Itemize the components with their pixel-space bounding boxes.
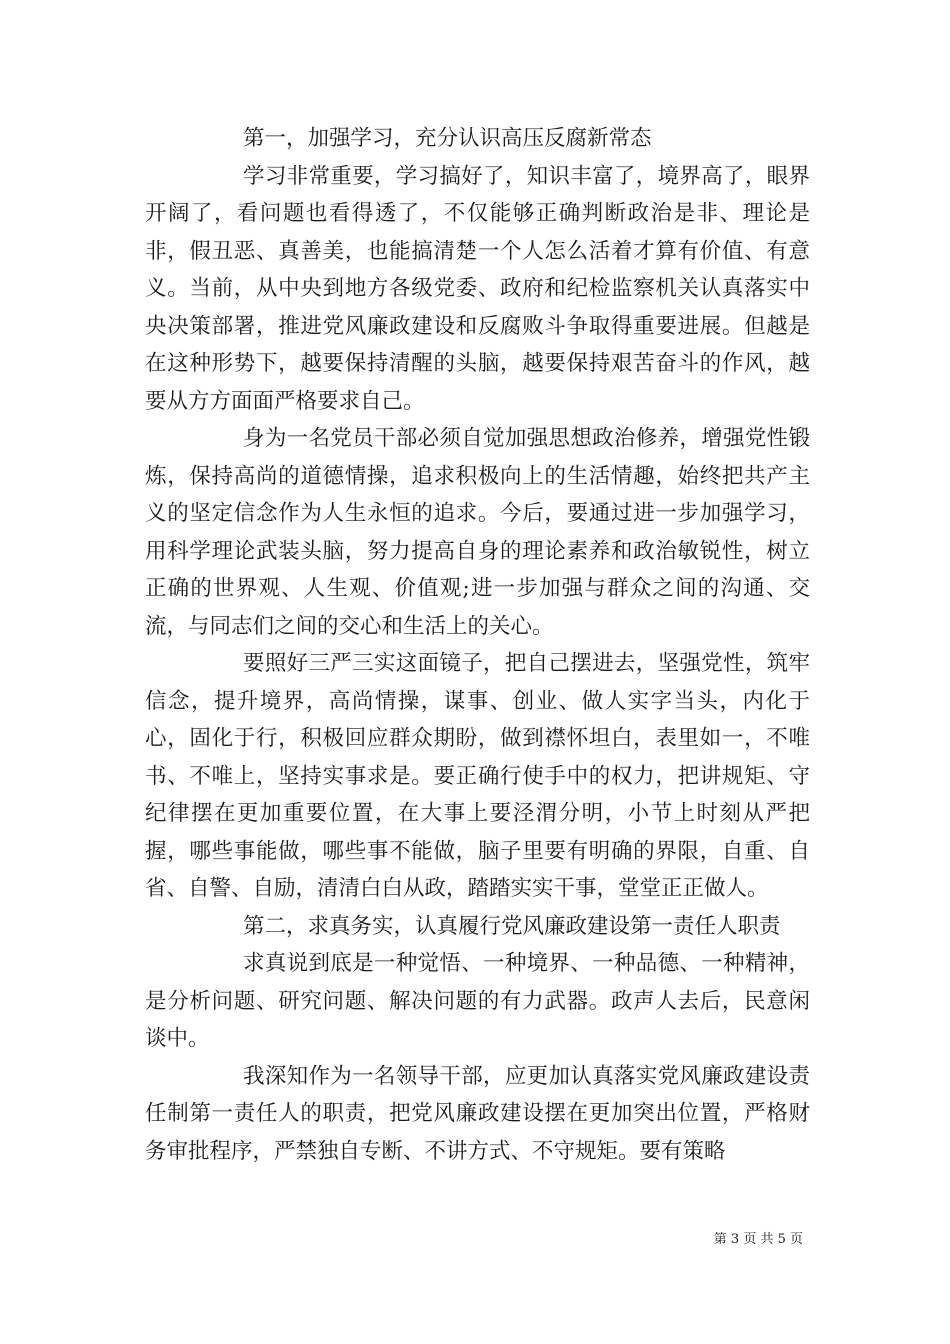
- paragraph-1: 学习非常重要，学习搞好了，知识丰富了，境界高了，眼界开阔了，看问题也看得透了，不仅能够正确判断政治是非、理论是非，假丑恶、真善美，也能搞清楚一个人怎么活着才算有价值、有意义。当前，从中央到地方各级党委、政府和纪检监察机关认真落实中央决策部署，推进党风廉政建设和反腐败斗争取得重要进展。但越是在这种形势下，越要保持清醒的头脑，越要保持艰苦奋斗的作风，越要从方方面面严格要求自己。: [145, 163, 810, 414]
- paragraph-4: 求真说到底是一种觉悟、一种境界、一种品德、一种精神，是分析问题、研究问题、解决问题的有力武器。政声人去后，民意闲谈中。: [145, 951, 810, 1051]
- paragraph-2: 身为一名党员干部必须自觉加强思想政治修养，增强党性锻炼，保持高尚的道德情操，追求积极向上的生活情趣，始终把共产主义的坚定信念作为人生永恒的追求。今后，要通过进一步加强学习，用科学理论武装头脑，努力提高自身的理论素养和政治敏锐性，树立正确的世界观、人生观、价值观;进一步加强与群众之间的沟通、交流，与同志们之间的交心和生活上的关心。: [145, 426, 810, 639]
- paragraph-3: 要照好三严三实这面镜子，把自己摆进去，坚强党性，筑牢信念，提升境界，高尚情操，谋事、创业、做人实字当头，内化于心，固化于行，积极回应群众期盼，做到襟怀坦白，表里如一，不唯书、不唯上，坚持实事求是。要正确行使手中的权力，把讲规矩、守纪律摆在更加重要位置，在大事上要泾渭分明，小节上时刻从严把握，哪些事能做，哪些事不能做，脑子里要有明确的界限，自重、自省、自警、自励，清清白白从政，踏踏实实干事，堂堂正正做人。: [145, 651, 810, 901]
- section-heading-1: 第一，加强学习，充分认识高压反腐新常态: [243, 126, 652, 151]
- document-body: [145, 120, 810, 1170]
- paragraph-5: 我深知作为一名领导干部，应更加认真落实党风廉政建设责任制第一责任人的职责，把党风廉政建设摆在更加突出位置，严格财务审批程序，严禁独自专断、不讲方式、不守规矩。要有策略: [145, 1063, 810, 1164]
- section-heading-2: 第二，求真务实，认真履行党风廉政建设第一责任人职责: [243, 913, 781, 939]
- page-number-footer: 第 3 页 共 5 页: [713, 1232, 803, 1247]
